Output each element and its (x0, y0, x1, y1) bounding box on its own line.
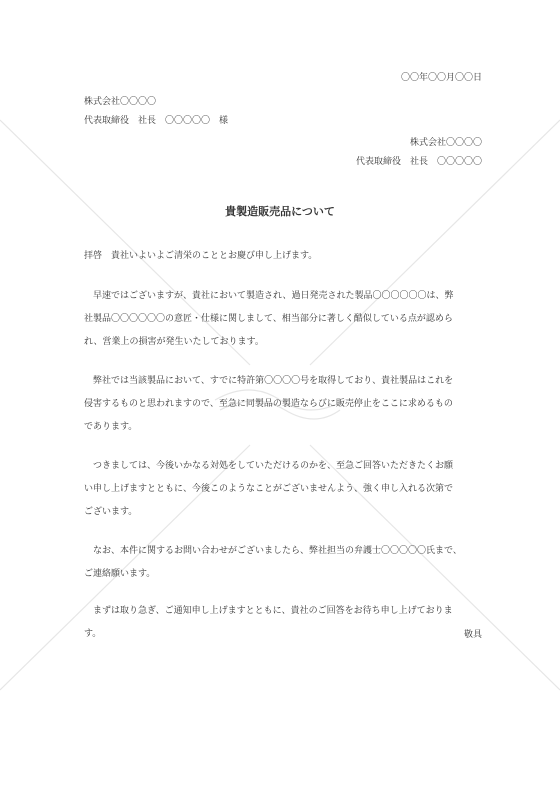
recipient-representative: 代表取締役 社長 〇〇〇〇〇 様 (84, 116, 229, 126)
body-paragraph-2 (84, 370, 488, 439)
paragraph-line: れ、営業上の損害が発生いたしております。 (84, 337, 264, 347)
body-paragraph-5 (84, 600, 488, 646)
closing-keigu: 敬具 (463, 630, 482, 640)
paragraph-line: まずは取り急ぎ、ご通知申し上げますとともに、貴社のご回答をお待ち申し上げておりま (93, 606, 453, 616)
paragraph-line: ございます。 (84, 507, 138, 517)
paragraph-line: 社製品〇〇〇〇〇〇の意匠・仕様に関しまして、相当部分に著しく酷似している点が認めら (84, 314, 453, 324)
sender-representative: 代表取締役 社長 〇〇〇〇〇 (355, 157, 482, 167)
recipient-company: 株式会社〇〇〇〇 (84, 97, 157, 107)
body-paragraph-1 (84, 285, 488, 354)
paragraph-line: つきましては、今後いかなる対処をしていただけるのかを、至急ご回答いただきたくお願 (93, 461, 454, 471)
letter-date: 〇〇年〇〇月〇〇日 (400, 73, 482, 83)
paragraph-line: であります。 (84, 422, 138, 432)
paragraph-line: 弊社では当該製品において、すでに特許第〇〇〇〇号を取得しており、貴社製品はこれを (93, 376, 454, 386)
paragraph-line: す。 (84, 629, 102, 639)
paragraph-line: 侵害するものと思われますので、至急に同製品の製造ならびに販売停止をここに求めるもの (84, 399, 453, 409)
body-paragraph-3 (84, 455, 488, 524)
letter-title: 貴製造販売品について (225, 205, 335, 218)
sender-company: 株式会社〇〇〇〇 (409, 138, 482, 148)
greeting: 拝啓 貴社いよいよご清栄のこととお慶び申し上げます。 (84, 251, 318, 261)
paragraph-line: い申し上げますとともに、今後このようなことがございませんよう、強く申し入れる次第で (84, 484, 454, 494)
paragraph-line: なお、本件に関するお問い合わせがございましたら、弊社担当の弁護士〇〇〇〇〇氏まで、 (93, 546, 462, 556)
paragraph-line: ご連絡願います。 (84, 569, 156, 579)
body-paragraph-4 (84, 540, 488, 586)
paragraph-line: 早速ではございますが、貴社において製造され、過日発売された製品〇〇〇〇〇〇は、弊 (93, 291, 454, 301)
